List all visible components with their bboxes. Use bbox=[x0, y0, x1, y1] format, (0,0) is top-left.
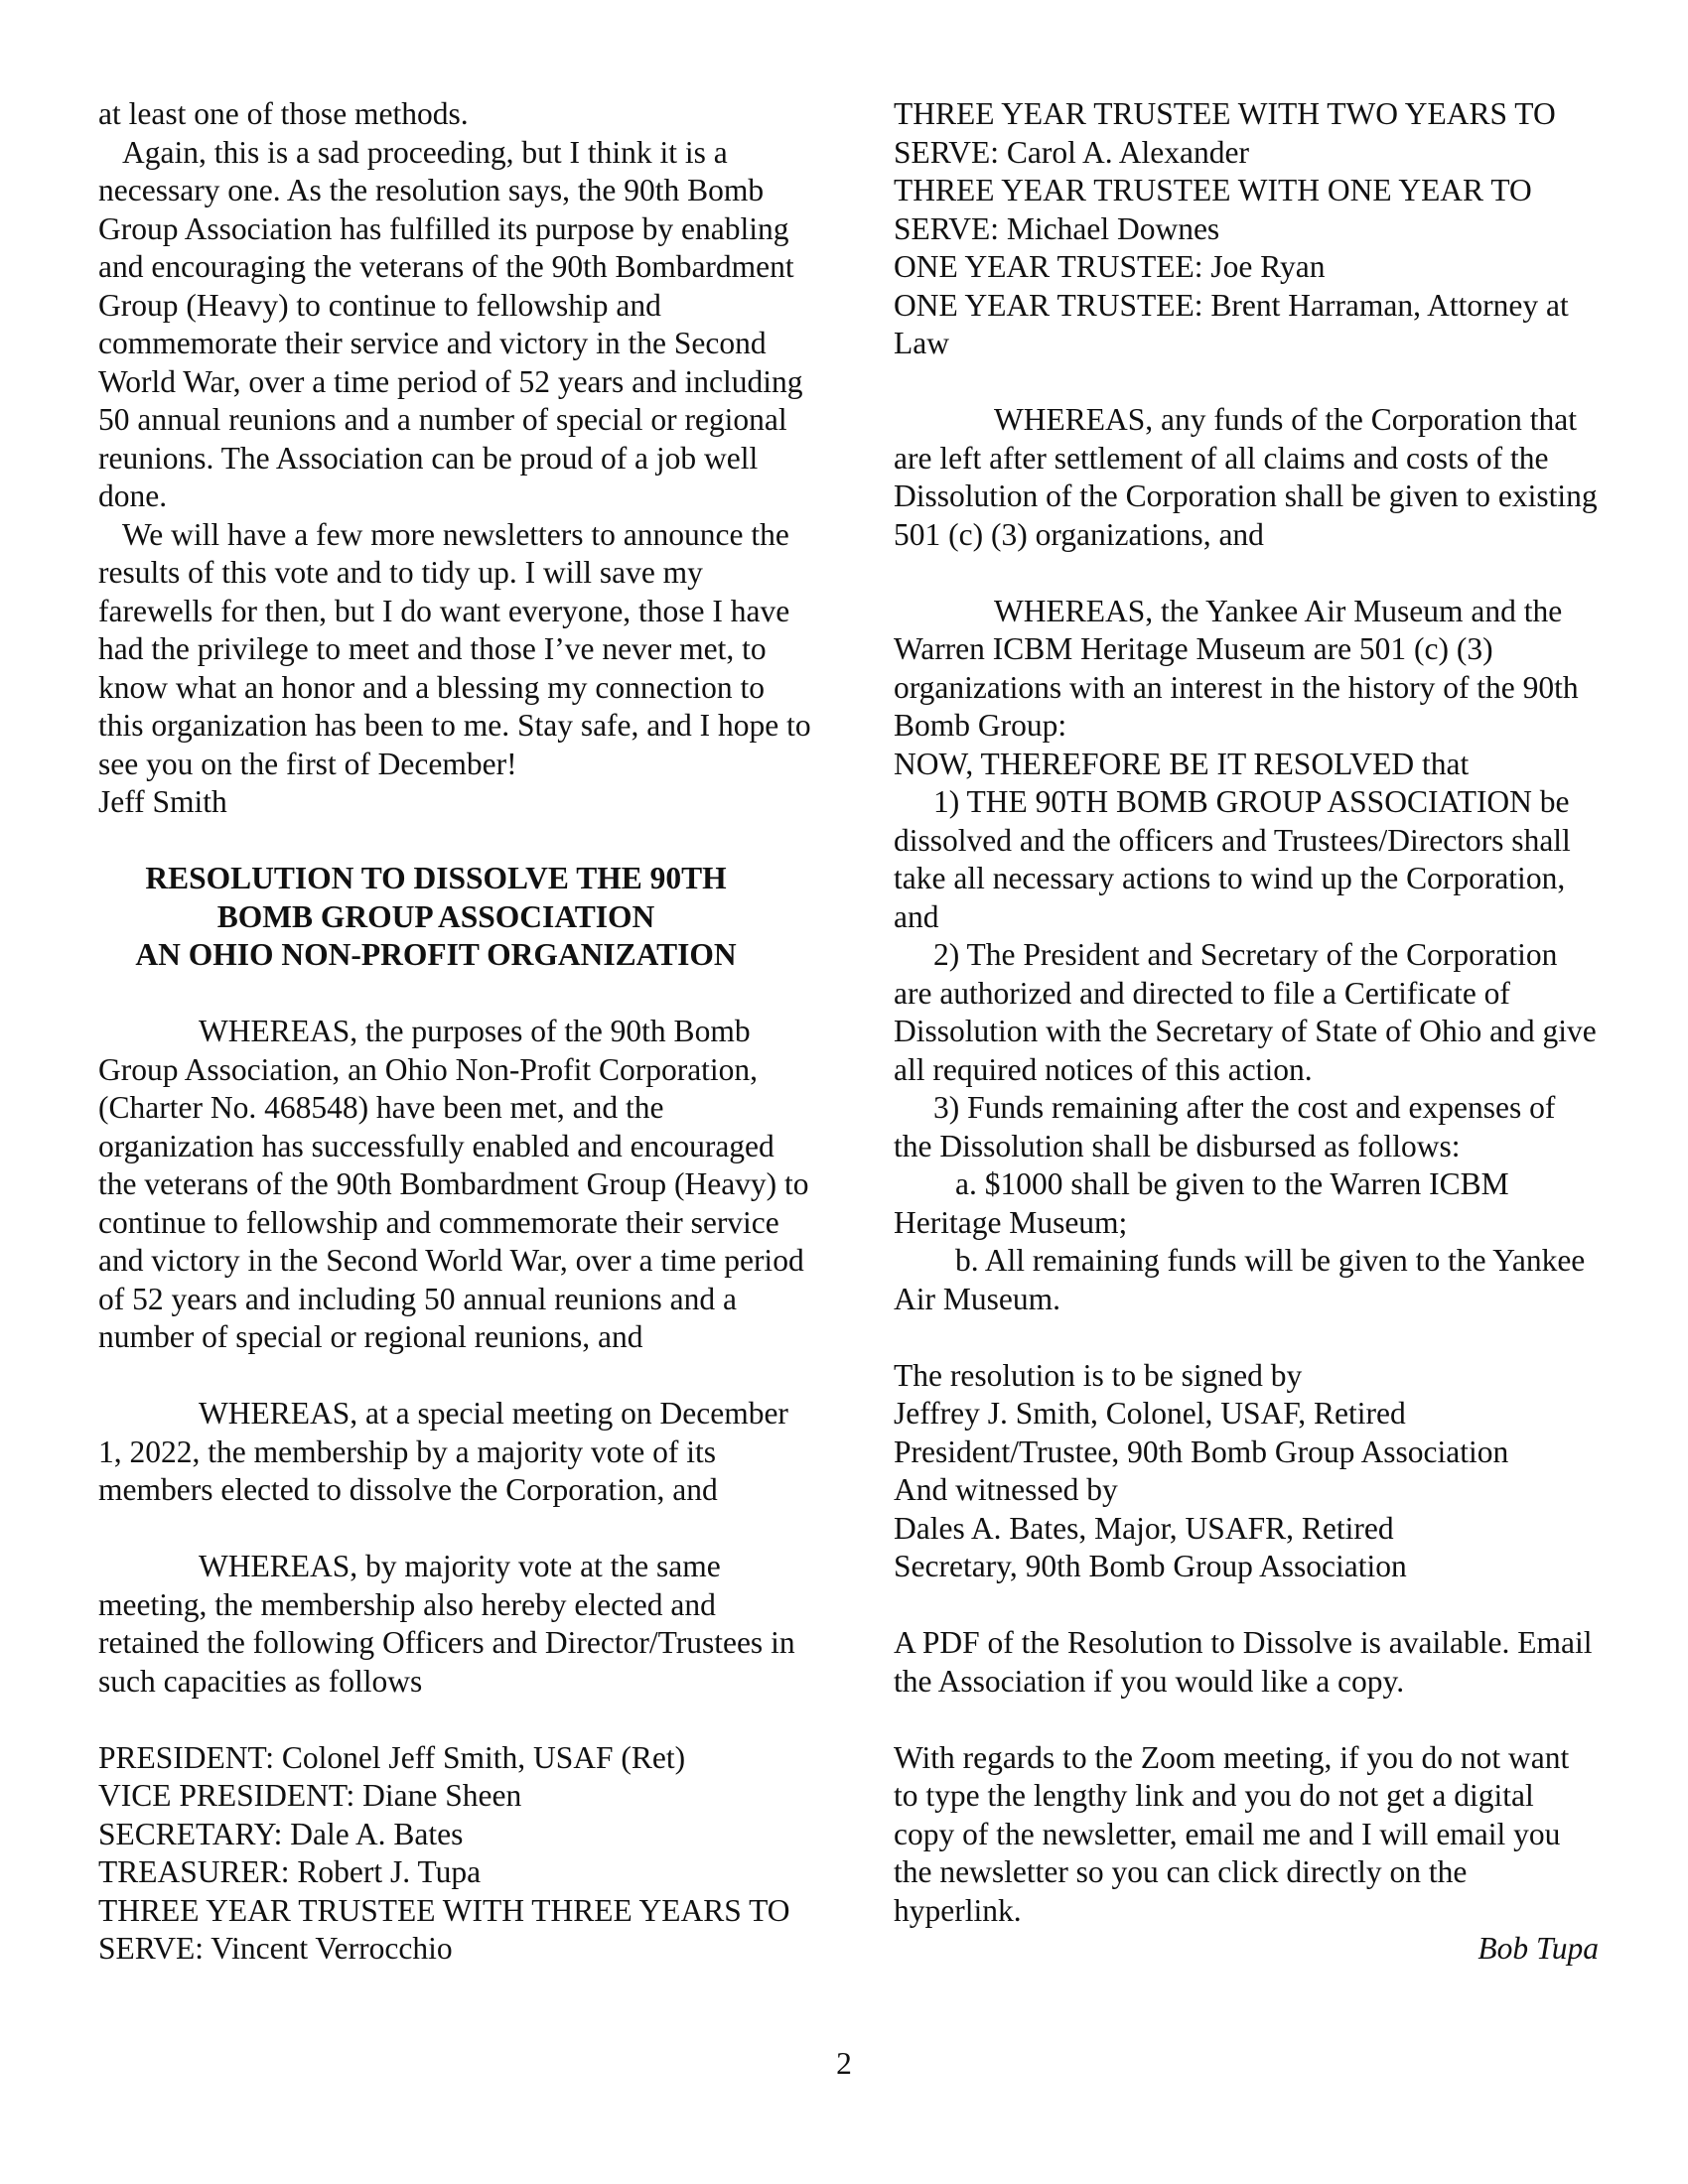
page-number: 2 bbox=[836, 2046, 852, 2081]
author-name: Jeff Smith bbox=[98, 784, 227, 819]
paragraph-continued: at least one of those methods. bbox=[98, 96, 469, 131]
pdf-note: A PDF of the Resolution to Dissolve is available. Email the Association if you would like a copy. bbox=[894, 1625, 1593, 1699]
whereas-paragraph-1: WHEREAS, the purposes of the 90th Bomb Group Association, an Ohio Non-Profit Corporation, (Charter No. 468548) have been met, and the organization has successfully enabled and encouraged the veterans of the 90th Bombardment Group (Heavy) to continue to fellowship and commemorate their service and victory in the Second World War, over a time period of 52 years and including 50 annual reunions and a number of special or regional reunions, and bbox=[98, 1014, 809, 1354]
resolved-line: NOW, THEREFORE BE IT RESOLVED that bbox=[894, 746, 1470, 781]
officer-line: PRESIDENT: Colonel Jeff Smith, USAF (Ret) bbox=[98, 1739, 686, 1775]
resolution-title-line-2: BOMB GROUP ASSOCIATION bbox=[216, 898, 655, 934]
left-column bbox=[98, 95, 813, 1969]
resolution-item-3a: a. $1000 shall be given to the Warren ICBM Heritage Museum; bbox=[894, 1166, 1509, 1240]
whereas-paragraph-2: WHEREAS, at a special meeting on December 1, 2022, the membership by a majority vote of its members elected to dissolve the Corporation, and bbox=[98, 1396, 788, 1507]
resolution-title-line-1: RESOLUTION TO DISSOLVE THE 90TH bbox=[145, 861, 727, 895]
signing-line: Jeffrey J. Smith, Colonel, USAF, Retired bbox=[894, 1396, 1406, 1431]
paragraph-newsletters: We will have a few more newsletters to announce the results of this vote and to tidy up. I will save my farewells for then, but I do want everyone, those I have had the privilege to meet and those I’ve never met, to know what an honor and a blessing my connection to this organization has been to me. Stay safe, and I hope to see you on the first of December! bbox=[98, 516, 811, 781]
right-column bbox=[894, 95, 1599, 1969]
paragraph-again: Again, this is a sad proceeding, but I think it is a necessary one. As the resolution says, the 90th Bomb Group Association has fulfilled its purpose by enabling and encouraging the veterans of the 90th Bombardment Group (Heavy) to continue to fellowship and commemorate their service and victory in the Second World War, over a time period of 52 years and including 50 annual reunions and a number of special or regional reunions. The Association can be proud of a job well done. bbox=[98, 134, 803, 513]
signing-line: President/Trustee, 90th Bomb Group Association bbox=[894, 1433, 1509, 1469]
resolution-item-3: 3) Funds remaining after the cost and expenses of the Dissolution shall be disbursed as follows: bbox=[894, 1090, 1556, 1163]
signing-line: Secretary, 90th Bomb Group Association bbox=[894, 1549, 1407, 1583]
signing-line: And witnessed by bbox=[894, 1472, 1118, 1507]
signing-line: The resolution is to be signed by bbox=[894, 1357, 1303, 1393]
whereas-paragraph-3: WHEREAS, by majority vote at the same meeting, the membership also hereby elected and retained the following Officers and Director/Trustees in such capacities as follows bbox=[98, 1549, 795, 1699]
resolution-item-1: 1) THE 90TH BOMB GROUP ASSOCIATION be dissolved and the officers and Trustees/Directors shall take all necessary actions to wind up the Corporation, and bbox=[894, 784, 1571, 934]
author-signature: Bob Tupa bbox=[1477, 1931, 1599, 1966]
resolution-item-3b: b. All remaining funds will be given to the Yankee Air Museum. bbox=[894, 1243, 1586, 1316]
officer-line: VICE PRESIDENT: Diane Sheen bbox=[98, 1778, 522, 1813]
officer-line: THREE YEAR TRUSTEE WITH TWO YEARS TO SERVE: Carol A. Alexander bbox=[894, 96, 1556, 170]
whereas-paragraph-4: WHEREAS, any funds of the Corporation that are left after settlement of all claims and costs of the Dissolution of the Corporation shall be given to existing 501 (c) (3) organizations, and bbox=[894, 402, 1598, 552]
officer-line: SECRETARY: Dale A. Bates bbox=[98, 1816, 464, 1851]
officer-line: ONE YEAR TRUSTEE: Brent Harraman, Attorney at Law bbox=[894, 287, 1569, 360]
whereas-paragraph-5: WHEREAS, the Yankee Air Museum and the Warren ICBM Heritage Museum are 501 (c) (3) organizations with an interest in the history of the 90th Bomb Group: bbox=[894, 593, 1579, 743]
resolution-title-line-3: AN OHIO NON-PROFIT ORGANIZATION bbox=[135, 937, 737, 972]
officer-line: TREASURER: Robert J. Tupa bbox=[98, 1854, 482, 1889]
zoom-note: With regards to the Zoom meeting, if you do not want to type the lengthy link and you do not get a digital copy of the newsletter, email me and I will email you the newsletter so you can click directly on the hyperlink. bbox=[894, 1739, 1570, 1928]
officer-line: ONE YEAR TRUSTEE: Joe Ryan bbox=[894, 249, 1326, 284]
resolution-item-2: 2) The President and Secretary of the Corporation are authorized and directed to file a Certificate of Dissolution with the Secretary of State of Ohio and give all required notices of this action. bbox=[894, 937, 1597, 1087]
signing-line: Dales A. Bates, Major, USAFR, Retired bbox=[894, 1510, 1394, 1546]
officer-line: THREE YEAR TRUSTEE WITH ONE YEAR TO SERVE: Michael Downes bbox=[894, 173, 1532, 246]
officer-line: THREE YEAR TRUSTEE WITH THREE YEARS TO SERVE: Vincent Verrocchio bbox=[98, 1892, 790, 1966]
